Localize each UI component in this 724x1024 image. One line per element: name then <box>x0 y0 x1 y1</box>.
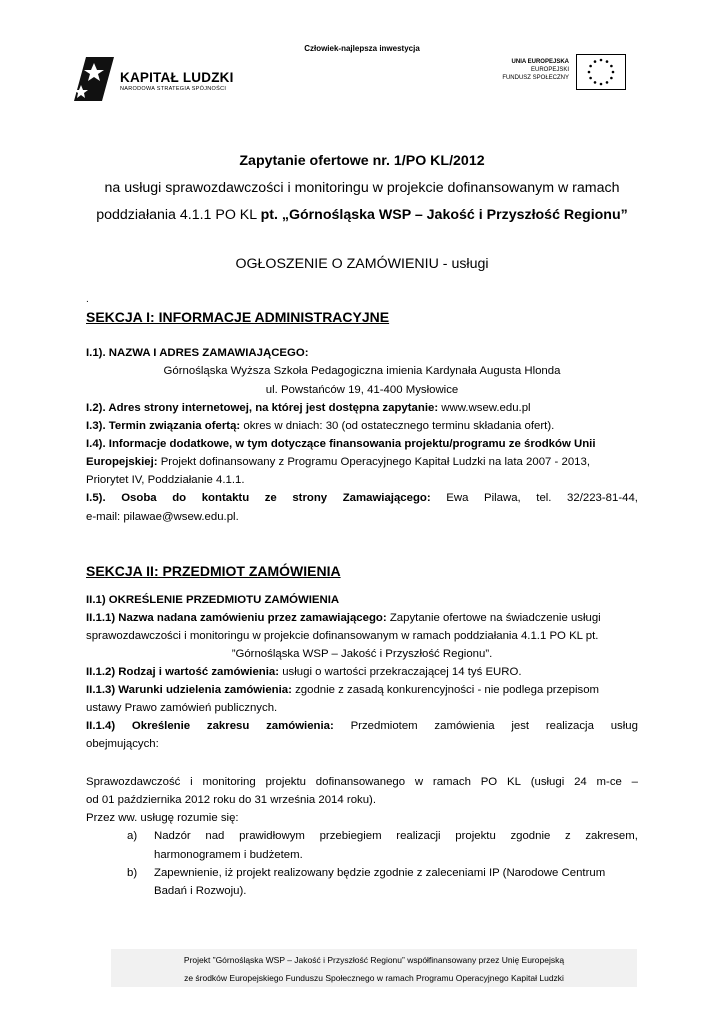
section2-heading: SEKCJA II: PRZEDMIOT ZAMÓWIENIA <box>86 563 341 579</box>
scope-paragraph-line3: Przez ww. usługę rozumie się: <box>86 812 239 824</box>
i2-line: I.2). Adres strony internetowej, na której jest dostępna zapytanie: www.wsew.edu.pl <box>86 402 531 414</box>
eu-line3: FUNDUSZ SPOŁECZNY <box>502 75 569 81</box>
i4-line1: I.4). Informacje dodatkowe, w tym dotyczące finansowania projektu/programu ze środków Unii <box>86 438 596 450</box>
document-title: Zapytanie ofertowe nr. 1/PO KL/2012 <box>239 153 485 169</box>
footer-line2: ze środków Europejskiego Funduszu Społecznego w ramach Programu Operacyjnego Kapitał Ludzki <box>184 973 564 983</box>
document-subtitle-line1: na usługi sprawozdawczości i monitoringu w projekcie dofinansowanym w ramach <box>104 180 620 196</box>
kapital-ludzki-emblem-icon <box>72 55 116 103</box>
i5-line: I.5). Osoba do kontaktu ze strony Zamawiającego: Ewa Pilawa, tel. 32/223-81-44, <box>86 492 638 504</box>
document-subtitle-line2 <box>0 207 724 223</box>
list-item-b-cont: Badań i Rozwoju). <box>154 885 247 897</box>
announcement-title: OGŁOSZENIE O ZAMÓWIENIU - usługi <box>235 256 489 272</box>
i4-line3: Priorytet IV, Poddziałanie 4.1.1. <box>86 474 245 486</box>
i3-line: I.3). Termin związania ofertą: okres w dniach: 30 (od ostatecznego terminu składania ofert). <box>86 420 555 432</box>
i4-line2: Europejskiej: Projekt dofinansowany z Programu Operacyjnego Kapitał Ludzki na lata 2007 - 2013, <box>86 456 591 468</box>
eu-flag-icon <box>576 54 626 90</box>
kapital-ludzki-subtitle: NARODOWA STRATEGIA SPÓJNOŚCI <box>120 86 227 92</box>
header-tagline: Człowiek-najlepsza inwestycja <box>304 44 420 53</box>
contact-email[interactable]: e-mail: pilawae@wsew.edu.pl. <box>86 511 239 523</box>
eu-line1: UNIA EUROPEJSKA <box>511 59 569 65</box>
ii14-line2: obejmujących: <box>86 738 159 750</box>
subtitle-plain: poddziałania 4.1.1 PO KL <box>96 207 261 223</box>
project-name: pt. „Górnośląska WSP – Jakość i Przyszłość Regionu” <box>260 207 628 223</box>
ii11-line3: ”Górnośląska WSP – Jakość i Przyszłość Regionu”. <box>231 648 493 660</box>
kapital-ludzki-title: KAPITAŁ LUDZKI <box>120 70 234 85</box>
ii13-line1: II.1.3) Warunki udzielenia zamówienia: zgodnie z zasadą konkurencyjności - nie podlega przepisom <box>86 684 600 696</box>
eu-logo-text <box>449 58 569 82</box>
section1-heading: SEKCJA I: INFORMACJE ADMINISTRACYJNE <box>86 309 390 325</box>
ii11-line2: sprawozdawczości i monitoringu w projekcie dofinansowanym w ramach poddziałania 4.1.1 PO KL pt. <box>86 630 599 642</box>
footer-line1: Projekt ”Górnośląska WSP – Jakość i Przyszłość Regionu” współfinansowany przez Unię Europejską <box>183 955 565 965</box>
list-item-a-cont: harmonogramem i budżetem. <box>154 849 303 861</box>
list-item-b: Zapewnienie, iż projekt realizowany będzie zgodnie z zaleceniami IP (Narodowe Centrum <box>154 867 606 879</box>
list-item-a: Nadzór nad prawidłowym przebiegiem realizacji projektu zgodnie z zakresem, <box>154 830 638 842</box>
scope-paragraph-line2: od 01 października 2012 roku do 31 września 2014 roku). <box>86 794 377 806</box>
ii14-line1: II.1.4) Określenie zakresu zamówienia: Przedmiotem zamówienia jest realizacja usług <box>86 720 638 732</box>
scope-paragraph-line1: Sprawozdawczość i monitoring projektu dofinansowanego w ramach PO KL (usługi 24 m-ce – <box>86 776 638 788</box>
website-link[interactable]: www.wsew.edu.pl <box>438 402 531 414</box>
ii13-line2: ustawy Prawo zamówień publicznych. <box>86 702 278 714</box>
i1-label: I.1). NAZWA I ADRES ZAMAWIAJĄCEGO: <box>86 347 309 359</box>
list-marker-b: b) <box>127 867 138 879</box>
ii1-label: II.1) OKREŚLENIE PRZEDMIOTU ZAMÓWIENIA <box>86 594 340 606</box>
i1-address: ul. Powstańców 19, 41-400 Mysłowice <box>265 384 459 396</box>
ii11-line1: II.1.1) Nazwa nadana zamówieniu przez zamawiającego: Zapytanie ofertowe na świadczenie usługi <box>86 612 601 624</box>
list-marker-a: a) <box>127 830 138 842</box>
i1-name: Górnośląska Wyższa Szkoła Pedagogiczna imienia Kardynała Augusta Hlonda <box>163 365 561 377</box>
ii12-line: II.1.2) Rodzaj i wartość zamówienia: usługi o wartości przekraczającej 14 tyś EURO. <box>86 666 522 678</box>
eu-line2: EUROPEJSKI <box>530 67 569 73</box>
page-footer <box>111 949 637 987</box>
eu-stars-icon <box>577 55 625 89</box>
stray-dot: . <box>86 294 89 305</box>
